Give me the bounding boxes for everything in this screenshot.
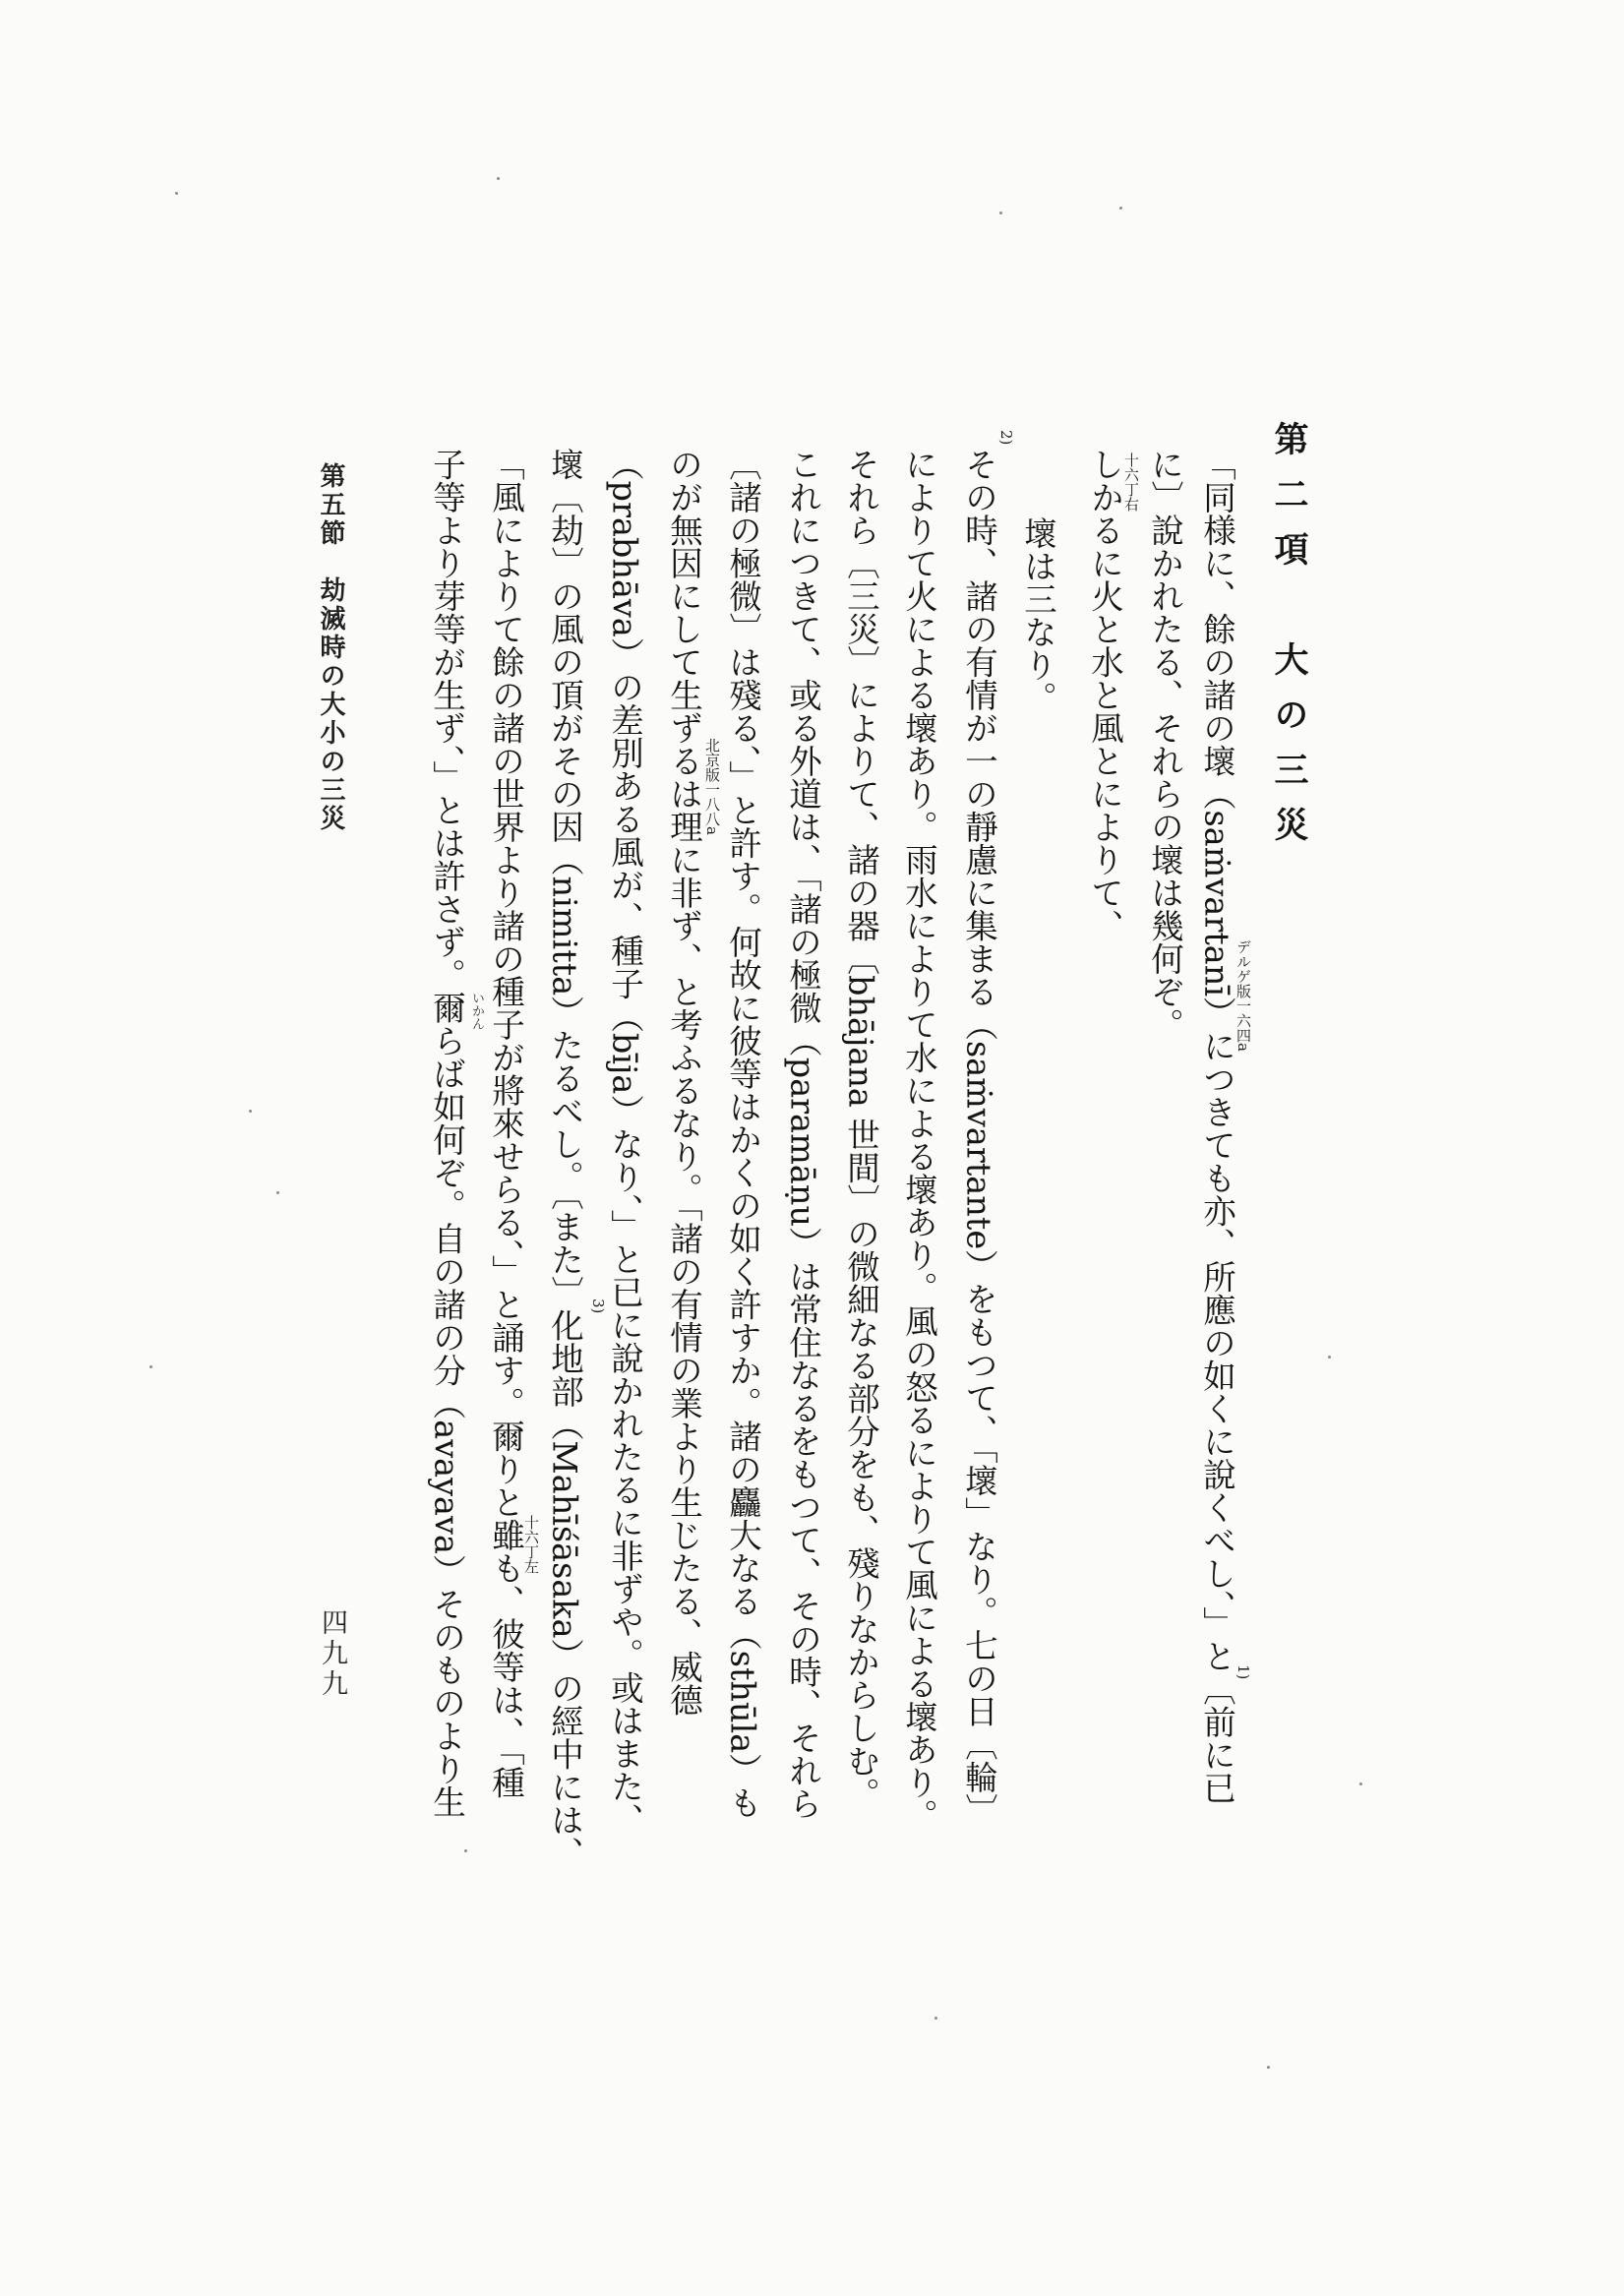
scan-speck	[1119, 207, 1122, 210]
scan-speck	[1267, 2066, 1270, 2069]
text-line-11: （prabhāva）の差別ある風が、種子（bīja）なり、」と已に說かれたるに非ずや。或はまた、	[605, 448, 644, 1837]
footnote-marker-1: 1)	[1234, 1664, 1252, 1680]
peking-edition-note: 北京版一八八a	[703, 738, 721, 835]
running-title: 第五節 劫滅時の大小の三災	[316, 462, 345, 833]
text-line-14: 子等より芽等が生ず、」とは許さず。爾らば如何ぞ。自の諸の分（avayava）そのものより生	[427, 448, 466, 1818]
derge-edition-note: デルゲ版一六四a	[1234, 939, 1252, 1052]
text-line-2: に〕說かれたる、それらの壞は幾何ぞ。	[1145, 448, 1184, 1041]
text-line-4: 壞は三なり。	[1018, 516, 1057, 714]
scan-speck	[150, 1365, 152, 1368]
text-line-1: 「同様に、餘の諸の壞（saṁvartanī）につきても亦、所應の如くに說くべし、」と〔前に已	[1197, 448, 1236, 1804]
scan-speck	[175, 192, 178, 195]
scan-speck	[934, 2017, 937, 2020]
text-line-13: 「風によりて餘の諸の世界より諸の種子が將來せらる、」と誦す。爾りと雖も、彼等は、「種	[486, 448, 525, 1799]
text-line-8: これにつきて、或る外道は、「諸の極微（paramāṇu）は常住なるをもつて、その時、それら	[783, 448, 822, 1821]
text-line-12: 壞〔劫〕の風の頂がその因（nimitta）たるべし。〔また〕化地部（Mahīśāsaka）の經中には、	[545, 448, 584, 1870]
section-heading: 第二項 大の三災	[1269, 421, 1309, 862]
leaf-16-right-note: 十六丁右	[1122, 453, 1140, 512]
footnote-marker-3: 3)	[589, 1299, 607, 1314]
leaf-16-left-note: 十六丁左	[522, 1515, 540, 1574]
ruby-ikan: いかん	[469, 992, 484, 1030]
text-line-5: その時、諸の有情が一の靜慮に集まる（saṁvartante）をもつて、「壞」なり。七の日〔輪〕	[959, 448, 998, 1827]
scan-speck	[249, 1110, 252, 1113]
text-line-7: それら〔三災〕によりて、諸の器〔bhājana 世間〕の微細なる部分をも、殘りなからしむ。	[841, 448, 880, 1811]
scan-speck	[276, 1191, 279, 1194]
text-line-6: によりて火による壞あり。雨水によりて水による壞あり。風の怒るによりて風による壞あり。	[899, 448, 938, 1832]
scan-speck	[497, 177, 500, 180]
text-line-10: のが無因にして生ずるは理に非ず、と考ふるなり。「諸の有情の業より生じたる、威德	[664, 448, 703, 1717]
scan-speck	[464, 1849, 467, 1852]
scan-speck	[1359, 1782, 1362, 1785]
scan-speck	[999, 211, 1002, 214]
page-number: 四九九	[317, 1608, 347, 1700]
text-line-9: 〔諸の極微〕は殘る、」と許す。何故に彼等はかくの如く許すか。諸の麤大なる（sthūla）も	[723, 448, 762, 1820]
text-line-3: しかるに火と水と風とによりて、	[1085, 448, 1124, 942]
scan-speck	[1328, 1356, 1331, 1359]
footnote-marker-2: 2)	[997, 430, 1015, 446]
